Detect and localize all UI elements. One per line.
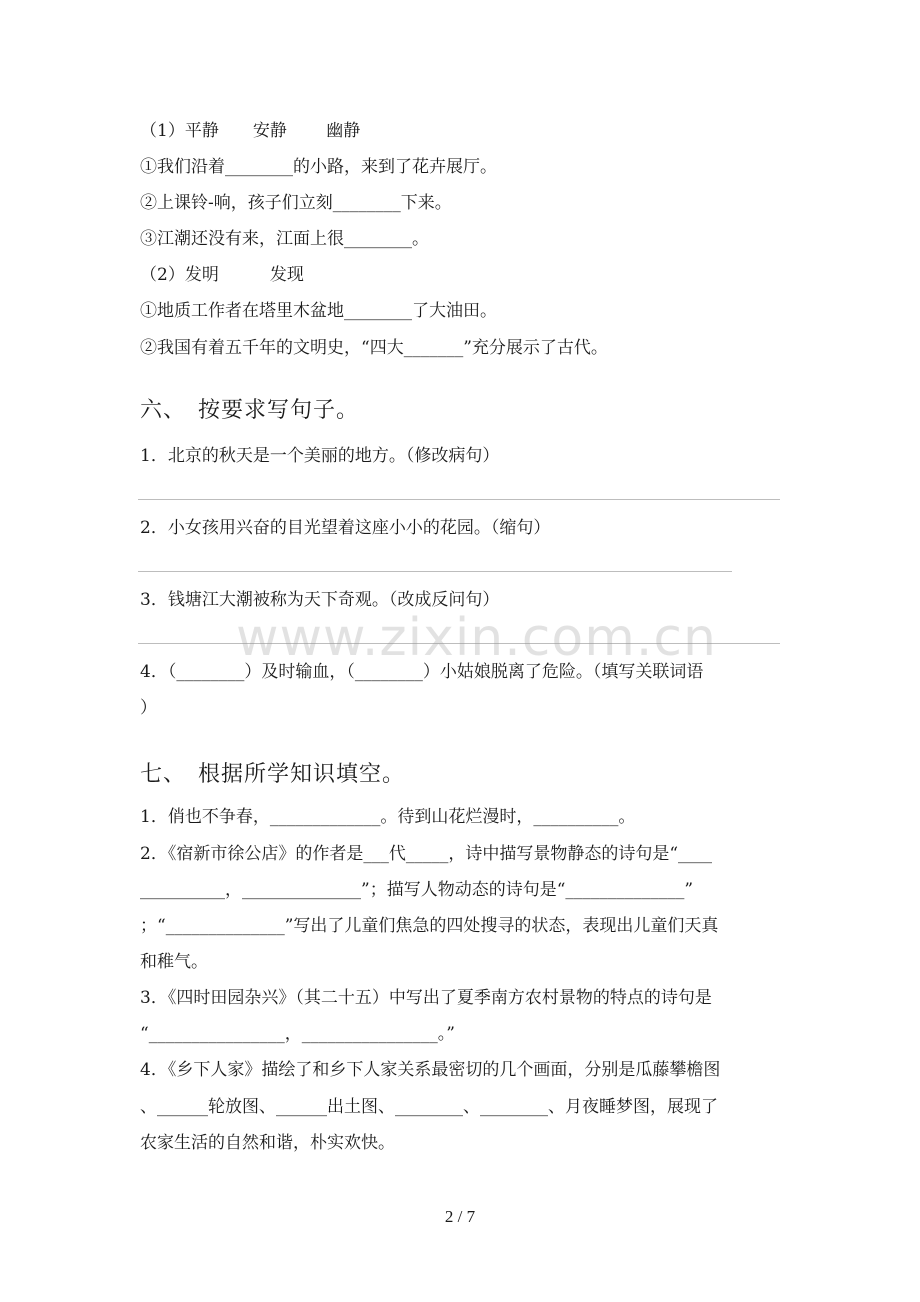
answer-line [138,571,732,572]
section-7-title: 七、 根据所学知识填空。 [140,762,406,787]
question-6-4-cont: ） [140,698,157,718]
section-6-title: 六、 按要求写句子。 [140,398,360,423]
fill-blank-item: ③江潮还没有来，江面上很________。 [140,229,429,249]
watermark: www.zixin.com.cn [236,608,717,668]
question-7-2-cont: 和稚气。 [140,952,208,972]
word-group-2-header: （2）发明 发现 [140,265,304,285]
question-7-2-cont: __________，______________”；描写人物动态的诗句是“______________” [140,880,694,900]
fill-blank-item: ①地质工作者在塔里木盆地________了大油田。 [140,301,497,321]
question-7-3: 3．《四时田园杂兴》（其二十五）中写出了夏季南方农村景物的特点的诗句是 [140,988,712,1008]
question-6-1: 1．北京的秋天是一个美丽的地方。（修改病句） [140,446,500,466]
question-7-1: 1．俏也不争春，_____________。待到山花烂漫时，__________。 [140,807,636,827]
question-7-4-cont: 农家生活的自然和谐，朴实欢快。 [140,1133,395,1153]
answer-line [138,499,780,500]
question-6-4: 4．（________）及时输血，（________）小姑娘脱离了危险。（填写关联词语 [140,662,704,682]
question-6-3: 3．钱塘江大潮被称为天下奇观。（改成反问句） [140,590,500,610]
fill-blank-item: ②我国有着五千年的文明史，“四大_______”充分展示了古代。 [140,338,608,358]
word-group-1-header: （1）平静 安静 幽静 [140,121,361,141]
fill-blank-item: ①我们沿着________的小路，来到了花卉展厅。 [140,157,497,177]
fill-blank-item: ②上课铃-响，孩子们立刻________下来。 [140,193,452,213]
question-7-4: 4．《乡下人家》描绘了和乡下人家关系最密切的几个画面，分别是瓜藤攀檐图 [140,1060,721,1080]
page-number: 2 / 7 [444,1207,476,1226]
question-7-4-cont: 、______轮放图、______出土图、________、________、月夜睡梦图，展现了 [140,1097,718,1117]
question-6-2: 2．小女孩用兴奋的目光望着这座小小的花园。（缩句） [140,518,551,538]
question-7-2-cont: ；“______________”写出了儿童们焦急的四处搜寻的状态，表现出儿童们天真 [140,916,719,936]
question-7-2: 2．《宿新市徐公店》的作者是___代_____，诗中描写景物静态的诗句是“____ [140,844,713,864]
question-7-3-cont: “________________，________________。” [140,1024,455,1044]
